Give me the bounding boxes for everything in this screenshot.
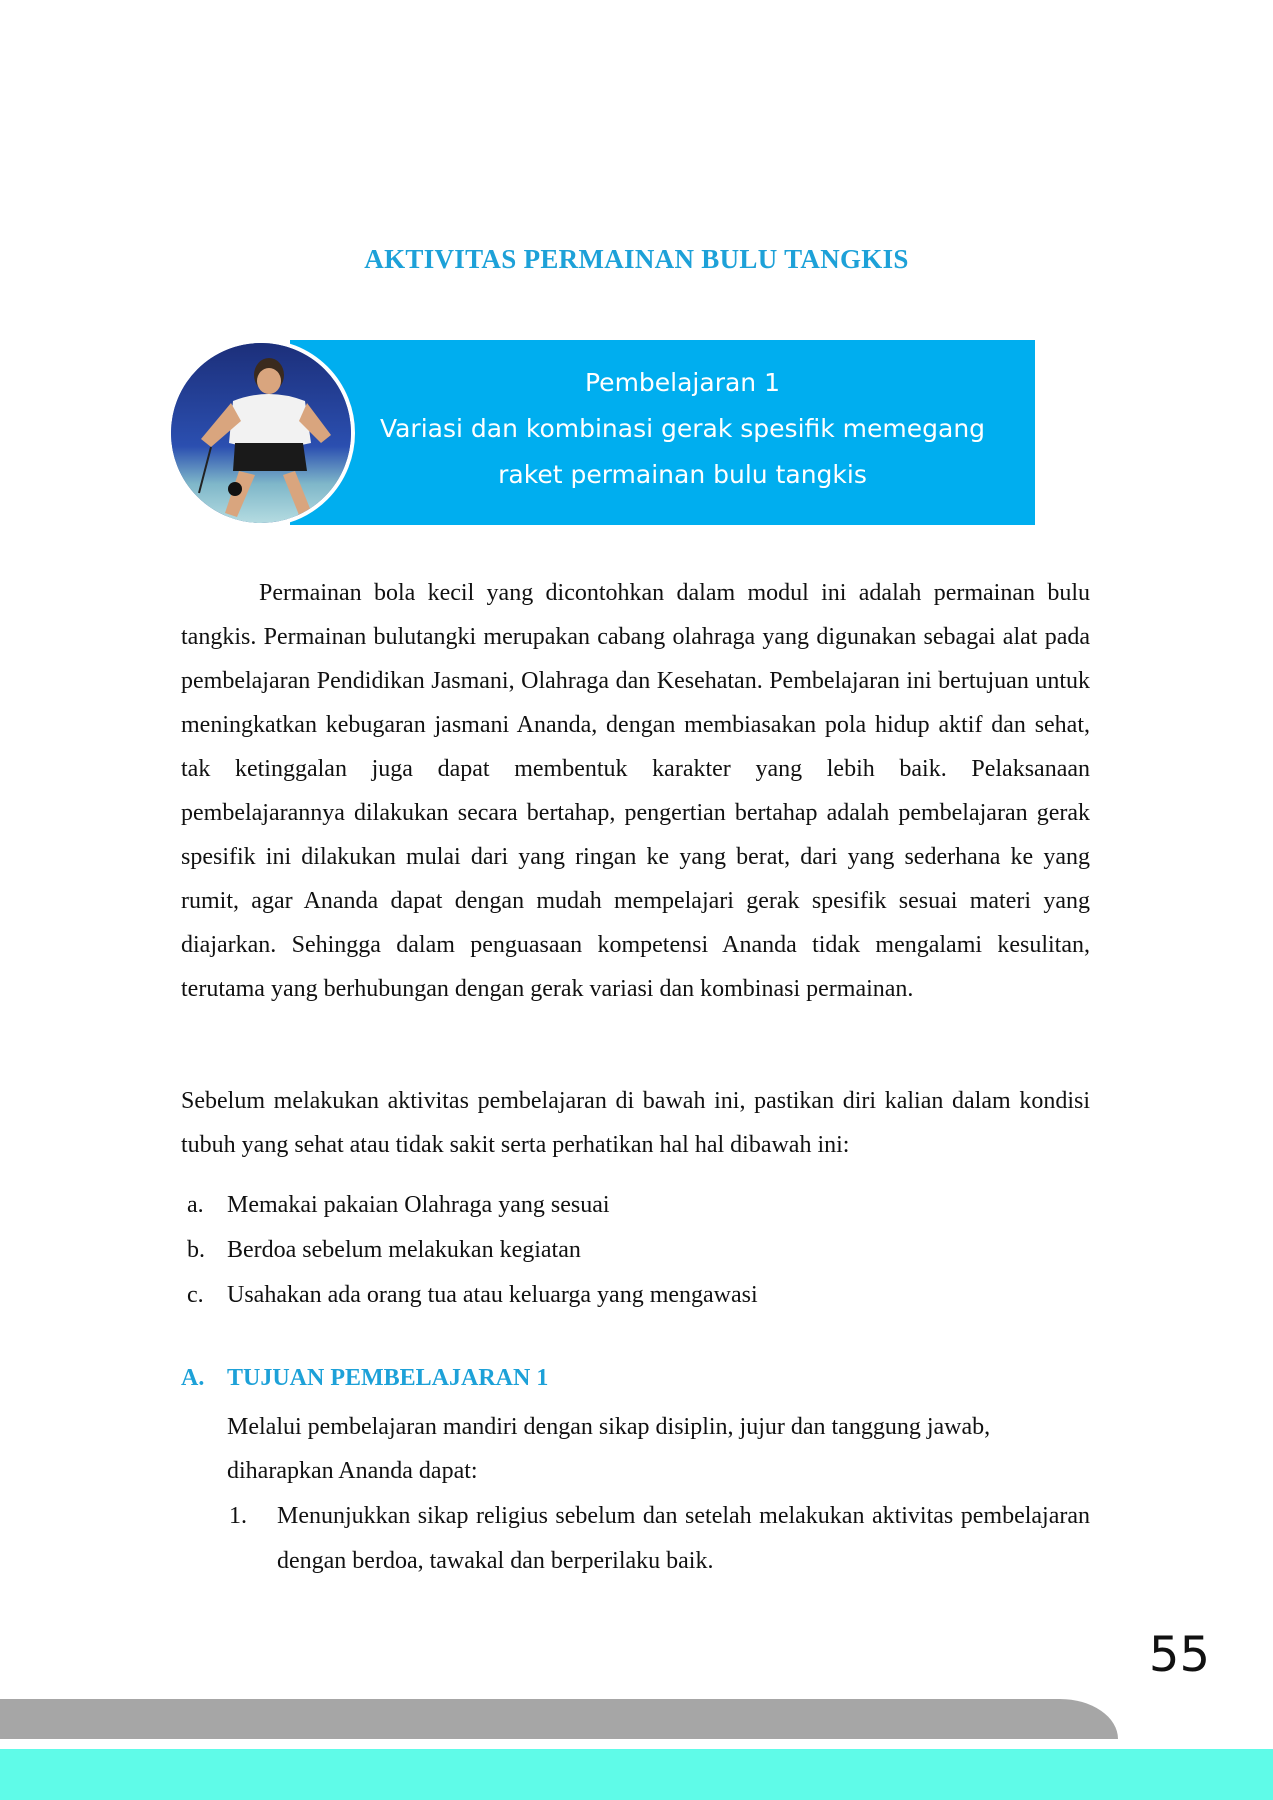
list-text: Memakai pakaian Olahraga yang sesuai (227, 1192, 610, 1218)
banner-lesson-label: Pembelajaran 1 (585, 368, 780, 397)
badminton-player-photo (167, 339, 355, 527)
section-title: TUJUAN PEMBELAJARAN 1 (227, 1365, 549, 1391)
list-marker: b. (187, 1237, 205, 1263)
objective-text: Menunjukkan sikap religius sebelum dan setelah melakukan aktivitas pembelajaran dengan berdoa, tawakal dan berperilaku baik. (277, 1503, 1090, 1574)
page-number: 55 (1148, 1627, 1210, 1683)
footer-gray-bar (0, 1699, 1118, 1739)
page-title: AKTIVITAS PERMAINAN BULU TANGKIS (364, 244, 909, 274)
list-text: Usahakan ada orang tua atau keluarga yang mengawasi (227, 1282, 758, 1308)
section-letter: A. (181, 1365, 205, 1391)
preparation-list (181, 1183, 1090, 1318)
lesson-banner (290, 340, 1035, 525)
preparation-paragraph: Sebelum melakukan aktivitas pembelajaran di bawah ini, pastikan diri kalian dalam kondisi tubuh yang sehat atau tidak sakit serta perhatikan hal hal dibawah ini: (181, 1088, 1090, 1158)
section-intro: Melalui pembelajaran mandiri dengan sikap disiplin, jujur dan tanggung jawab, diharapkan Ananda dapat: (227, 1414, 991, 1484)
list-item (181, 1228, 1090, 1273)
list-item (181, 1183, 1090, 1228)
section-heading (181, 1365, 548, 1392)
list-marker: a. (187, 1192, 204, 1218)
list-item (181, 1273, 1090, 1318)
list-text: Berdoa sebelum melakukan kegiatan (227, 1237, 581, 1263)
objective-item (229, 1494, 1090, 1584)
list-marker: c. (187, 1282, 204, 1308)
objective-number: 1. (229, 1503, 247, 1529)
banner-subtitle-line1: Variasi dan kombinasi gerak spesifik memegang (379, 414, 986, 443)
banner-subtitle-line2: raket permainan bulu tangkis (498, 460, 867, 489)
intro-paragraph: Permainan bola kecil yang dicontohkan dalam modul ini adalah permainan bulu tangkis. Permainan bulutangki merupakan cabang olahraga yang digunakan sebagai alat pada pembelajaran Pendidikan Jasmani, Olahraga dan Kesehatan. Pembelajaran ini bertujuan untuk meningkatkan kebugaran jasmani Ananda, dengan membiasakan pola hidup aktif dan sehat, tak ketinggalan juga dapat membentuk karakter yang lebih baik. Pelaksanaan pembelajarannya dilakukan secara bertahap, pengertian bertahap adalah pembelajaran gerak spesifik ini dilakukan mulai dari yang ringan ke yang berat, dari yang sederhana ke yang rumit, agar Ananda dapat dengan mudah mempelajari gerak spesifik sesuai materi yang diajarkan. Sehingga dalam penguasaan kompetensi Ananda tidak mengalami kesulitan, terutama yang berhubungan dengan gerak variasi dan kombinasi permainan. (181, 580, 1090, 1002)
footer-cyan-bar (0, 1749, 1273, 1800)
